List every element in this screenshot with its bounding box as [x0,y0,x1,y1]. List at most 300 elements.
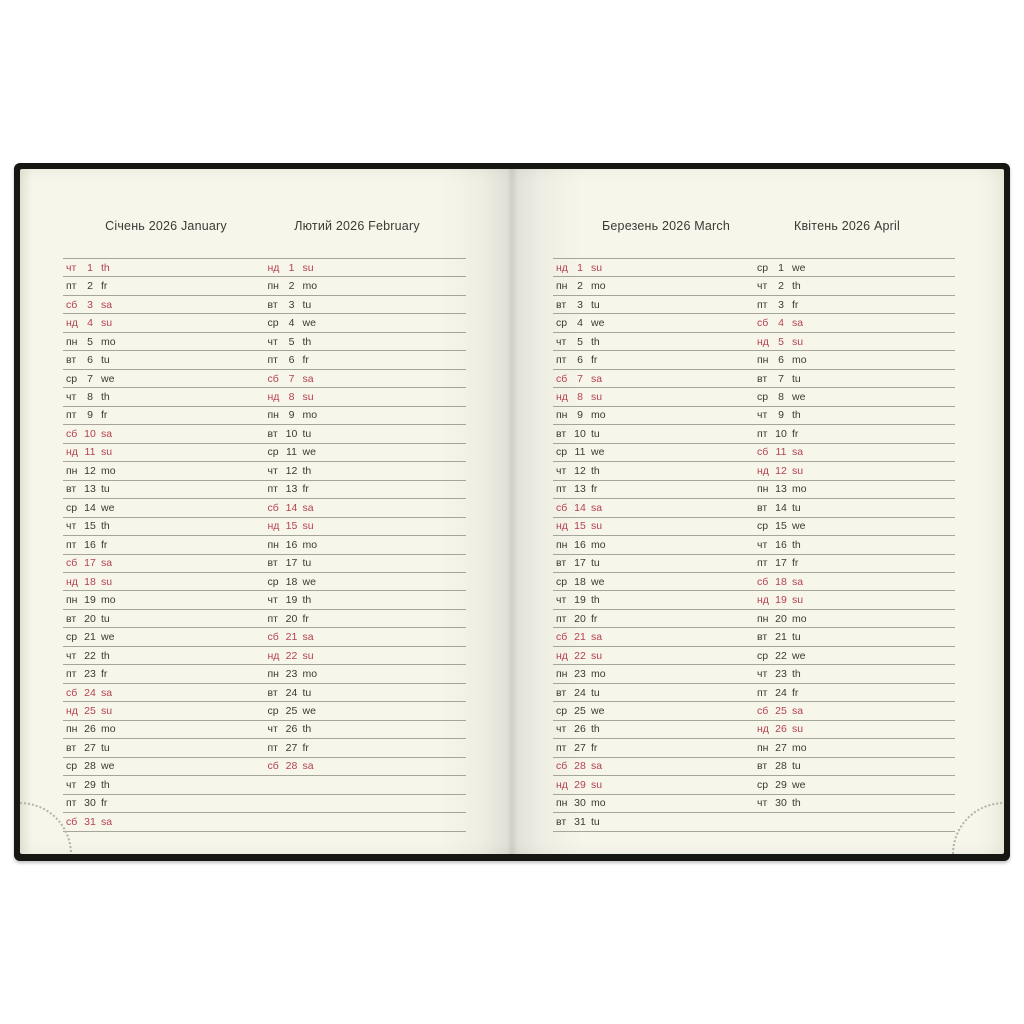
day-abbrev-ua: пт [556,741,567,754]
day-number: 17 [775,557,787,570]
day-number: 10 [84,427,96,440]
day-abbrev-en: fr [101,280,108,293]
calendar-row [553,296,955,314]
day-number: 24 [84,686,96,699]
day-number: 27 [285,741,298,754]
day-abbrev-en: su [302,391,314,404]
day-abbrev-en: sa [591,760,603,773]
day-abbrev-ua: нд [267,391,280,404]
day-number: 22 [775,649,787,662]
day-number: 2 [288,280,295,293]
calendar-row [553,462,955,480]
day-abbrev-ua: сб [556,501,568,514]
calendar-row [553,444,955,462]
day-abbrev-ua: пн [757,354,769,367]
day-cell [265,370,467,387]
day-number: 17 [285,557,298,570]
day-abbrev-en: tu [302,686,312,699]
day-abbrev-ua: вт [757,631,768,644]
day-cell [754,407,955,424]
day-number: 22 [285,649,298,662]
day-abbrev-en: we [101,501,115,514]
day-cell [63,518,265,535]
day-number: 28 [84,760,96,773]
calendar-row [63,721,466,739]
day-number: 26 [775,723,787,736]
day-abbrev-ua: сб [66,298,78,311]
day-cell [553,702,754,719]
day-abbrev-ua: нд [757,723,769,736]
day-number: 21 [84,631,96,644]
day-abbrev-en: th [302,464,312,477]
day-cell [754,665,955,682]
day-cell [265,351,467,368]
month-title-april: Квітень 2026 April [793,219,900,233]
page-spread [20,169,1004,854]
day-cell [754,813,955,830]
calendar-row [553,536,955,554]
day-abbrev-ua: чт [267,723,278,736]
day-cell [265,665,467,682]
day-cell [553,647,754,664]
day-abbrev-en: mo [302,538,318,551]
day-abbrev-en: fr [101,538,108,551]
day-abbrev-ua: пн [556,280,568,293]
day-cell [265,813,467,830]
day-abbrev-en: su [302,649,314,662]
day-abbrev-ua: пт [66,280,77,293]
calendar-row [553,518,955,536]
day-abbrev-en: fr [302,483,309,496]
day-abbrev-ua: сб [267,760,279,773]
day-number: 3 [778,298,784,311]
day-cell [754,296,955,313]
day-abbrev-ua: пт [267,741,278,754]
calendar-row [553,277,955,295]
day-cell [754,721,955,738]
day-abbrev-ua: пн [66,464,78,477]
day-cell [265,776,467,793]
day-number: 29 [775,778,787,791]
day-number: 14 [775,501,787,514]
day-abbrev-ua: ср [757,520,769,533]
day-cell [265,591,467,608]
day-number: 23 [775,668,787,681]
day-cell [265,259,467,276]
day-abbrev-ua: вт [66,354,77,367]
day-number: 7 [288,372,295,385]
day-number: 5 [778,335,784,348]
day-number: 12 [84,464,96,477]
day-abbrev-ua: нд [66,704,78,717]
day-number: 15 [285,520,298,533]
day-number: 9 [778,409,784,422]
day-number: 2 [778,280,784,293]
day-cell [553,296,754,313]
day-cell [265,314,467,331]
day-abbrev-ua: сб [267,372,279,385]
day-number: 2 [577,280,583,293]
left-page-calendar-grid [63,258,466,832]
day-abbrev-ua: пт [757,298,768,311]
calendar-row [553,758,955,776]
day-abbrev-ua: сб [757,446,769,459]
day-number: 9 [577,409,583,422]
day-cell [754,647,955,664]
day-cell [63,277,265,294]
day-number: 13 [84,483,96,496]
day-cell [754,702,955,719]
right-page-calendar-grid [553,258,955,832]
day-abbrev-en: tu [792,372,801,385]
day-abbrev-ua: пн [757,612,769,625]
day-abbrev-ua: чт [66,391,77,404]
day-cell [63,758,265,775]
day-abbrev-ua: сб [556,760,568,773]
day-abbrev-ua: нд [556,649,568,662]
day-cell [265,425,467,442]
day-number: 25 [285,704,298,717]
day-number: 18 [84,575,96,588]
day-abbrev-ua: вт [556,557,567,570]
day-number: 19 [285,594,298,607]
day-abbrev-en: sa [591,631,603,644]
day-cell [754,388,955,405]
day-number: 11 [775,446,787,459]
day-abbrev-en: tu [591,815,600,828]
day-abbrev-ua: пт [757,557,768,570]
day-abbrev-en: we [101,631,115,644]
calendar-row [553,702,955,720]
day-cell [553,388,754,405]
day-number: 4 [288,317,295,330]
day-cell [63,665,265,682]
day-number: 15 [775,520,787,533]
day-number: 30 [84,797,96,810]
day-abbrev-en: fr [302,612,309,625]
day-number: 8 [87,391,93,404]
day-cell [265,610,467,627]
day-number: 10 [775,427,787,440]
day-number: 19 [84,594,96,607]
day-abbrev-en: tu [792,760,801,773]
day-abbrev-en: we [302,446,316,459]
day-abbrev-en: mo [591,797,606,810]
day-abbrev-en: tu [302,557,312,570]
day-abbrev-en: mo [792,483,807,496]
calendar-row [63,776,466,794]
day-cell [265,388,467,405]
day-number: 22 [574,649,586,662]
day-cell [754,499,955,516]
day-cell [553,351,754,368]
day-cell [63,555,265,572]
day-abbrev-en: tu [302,298,312,311]
day-cell [553,536,754,553]
calendar-row [553,647,955,665]
day-cell [63,721,265,738]
day-abbrev-en: mo [101,464,116,477]
day-abbrev-ua: чт [267,464,278,477]
day-abbrev-ua: ср [66,760,78,773]
month-title-february: Лютий 2026 February [294,219,420,233]
day-abbrev-ua: вт [267,557,278,570]
day-abbrev-en: tu [101,741,110,754]
day-cell [63,573,265,590]
day-number: 15 [84,520,96,533]
day-abbrev-en: sa [101,427,113,440]
calendar-row [63,628,466,646]
day-cell [63,333,265,350]
calendar-row [63,610,466,628]
day-abbrev-en: th [302,335,312,348]
day-abbrev-en: we [591,575,605,588]
day-abbrev-en: we [591,317,605,330]
calendar-row [553,610,955,628]
day-cell [553,259,754,276]
day-number: 23 [574,668,586,681]
day-abbrev-ua: нд [757,594,769,607]
day-abbrev-ua: пн [267,538,279,551]
calendar-row [553,665,955,683]
day-abbrev-en: th [792,797,801,810]
day-cell [63,296,265,313]
day-cell [553,684,754,701]
calendar-row [553,555,955,573]
day-abbrev-en: we [101,372,115,385]
day-number: 28 [285,760,298,773]
day-abbrev-ua: пн [267,668,279,681]
day-number: 6 [87,354,93,367]
day-number: 26 [285,723,298,736]
day-number: 27 [84,741,96,754]
day-number: 3 [87,298,93,311]
day-cell [63,591,265,608]
day-number: 1 [577,261,583,274]
calendar-row [553,721,955,739]
day-cell [265,739,467,756]
day-number: 26 [574,723,586,736]
day-abbrev-en: sa [101,557,113,570]
day-cell [754,610,955,627]
day-cell [553,499,754,516]
day-number: 16 [285,538,298,551]
day-abbrev-ua: чт [757,538,768,551]
day-abbrev-ua: вт [556,298,567,311]
day-abbrev-en: we [302,704,316,717]
day-abbrev-ua: сб [757,704,769,717]
day-number: 18 [775,575,787,588]
day-abbrev-en: tu [591,686,600,699]
day-abbrev-en: su [302,261,314,274]
calendar-row [553,351,955,369]
day-abbrev-ua: вт [267,298,278,311]
day-number: 30 [775,797,787,810]
day-number: 16 [84,538,96,551]
day-abbrev-en: fr [792,427,799,440]
day-cell [553,665,754,682]
month-title-january: Січень 2026 January [105,219,227,233]
day-abbrev-en: fr [591,612,598,625]
day-cell [553,628,754,645]
day-abbrev-ua: вт [66,483,77,496]
day-abbrev-ua: ср [267,575,279,588]
day-number: 6 [778,354,784,367]
day-cell [754,555,955,572]
day-abbrev-ua: вт [757,372,768,385]
day-abbrev-ua: пн [556,668,568,681]
day-cell [63,499,265,516]
day-abbrev-en: mo [302,409,318,422]
day-abbrev-ua: нд [757,464,769,477]
day-number: 9 [288,409,295,422]
day-abbrev-ua: вт [267,427,278,440]
day-cell [553,333,754,350]
day-abbrev-ua: чт [66,778,77,791]
day-abbrev-en: sa [302,501,314,514]
day-cell [63,351,265,368]
day-abbrev-ua: пн [757,483,769,496]
day-abbrev-en: su [101,575,113,588]
day-abbrev-en: we [101,760,115,773]
day-abbrev-ua: вт [66,741,77,754]
day-cell [754,795,955,812]
day-number: 20 [775,612,787,625]
day-abbrev-ua: пт [757,686,768,699]
day-abbrev-ua: чт [556,723,567,736]
day-cell [63,795,265,812]
day-abbrev-ua: вт [556,427,567,440]
day-number: 25 [84,704,96,717]
day-number: 29 [574,778,586,791]
day-number: 16 [574,538,586,551]
calendar-row [63,647,466,665]
calendar-row [63,665,466,683]
day-abbrev-ua: чт [757,797,768,810]
day-number: 24 [574,686,586,699]
calendar-row [553,314,955,332]
calendar-row [63,407,466,425]
day-cell [553,425,754,442]
day-abbrev-ua: нд [267,520,280,533]
calendar-row [63,314,466,332]
calendar-row [63,573,466,591]
day-abbrev-ua: нд [66,575,78,588]
day-number: 13 [775,483,787,496]
day-abbrev-ua: ср [267,317,279,330]
day-abbrev-en: th [101,391,110,404]
day-abbrev-en: sa [302,372,314,385]
day-abbrev-ua: нд [66,317,78,330]
day-number: 10 [574,427,586,440]
calendar-row [553,795,955,813]
day-abbrev-ua: пт [66,797,77,810]
day-number: 27 [574,741,586,754]
day-abbrev-ua: пт [267,483,278,496]
day-cell [63,739,265,756]
calendar-row [63,444,466,462]
day-abbrev-ua: сб [757,575,769,588]
calendar-row [63,702,466,720]
day-number: 26 [84,723,96,736]
day-abbrev-ua: нд [556,778,568,791]
calendar-row [63,277,466,295]
day-number: 12 [775,464,787,477]
day-abbrev-ua: сб [757,317,769,330]
day-abbrev-en: fr [792,686,799,699]
day-abbrev-ua: чт [66,520,77,533]
day-number: 11 [286,446,297,459]
day-abbrev-en: mo [591,538,606,551]
day-abbrev-ua: чт [556,594,567,607]
calendar-row [553,499,955,517]
corner-perforation-arc-right [952,802,1004,854]
day-cell [63,370,265,387]
day-abbrev-en: th [101,778,110,791]
calendar-row [63,333,466,351]
day-cell [63,444,265,461]
day-abbrev-en: mo [302,668,318,681]
planner-book [14,163,1010,861]
day-abbrev-en: th [302,723,312,736]
day-abbrev-ua: пт [267,354,278,367]
day-cell [754,333,955,350]
day-abbrev-en: tu [101,612,110,625]
day-abbrev-ua: сб [66,686,78,699]
day-abbrev-en: su [101,317,113,330]
day-abbrev-ua: ср [757,261,769,274]
day-cell [265,277,467,294]
day-abbrev-ua: пн [556,538,568,551]
calendar-row [63,536,466,554]
calendar-row [553,684,955,702]
day-cell [553,591,754,608]
day-abbrev-ua: пт [556,354,567,367]
day-cell [265,333,467,350]
day-cell [553,555,754,572]
day-abbrev-en: mo [591,668,606,681]
day-abbrev-en: th [591,723,600,736]
day-cell [265,795,467,812]
calendar-row [63,370,466,388]
day-number: 4 [577,317,583,330]
day-cell [265,684,467,701]
day-number: 28 [574,760,586,773]
day-number: 28 [775,760,787,773]
calendar-row [63,481,466,499]
day-cell [265,518,467,535]
day-cell [553,758,754,775]
day-abbrev-ua: пн [556,409,568,422]
day-abbrev-en: th [101,520,110,533]
day-abbrev-en: mo [591,409,606,422]
day-number: 23 [285,668,298,681]
day-abbrev-en: th [591,464,600,477]
day-number: 6 [288,354,295,367]
calendar-row [553,573,955,591]
day-number: 8 [288,391,295,404]
calendar-row [63,518,466,536]
day-abbrev-ua: пн [66,723,78,736]
day-cell [63,702,265,719]
day-number: 31 [574,815,586,828]
day-abbrev-en: mo [792,354,807,367]
day-abbrev-en: fr [792,298,799,311]
day-cell [265,702,467,719]
day-abbrev-ua: ср [757,391,769,404]
day-abbrev-ua: вт [757,760,768,773]
day-abbrev-ua: сб [267,501,279,514]
